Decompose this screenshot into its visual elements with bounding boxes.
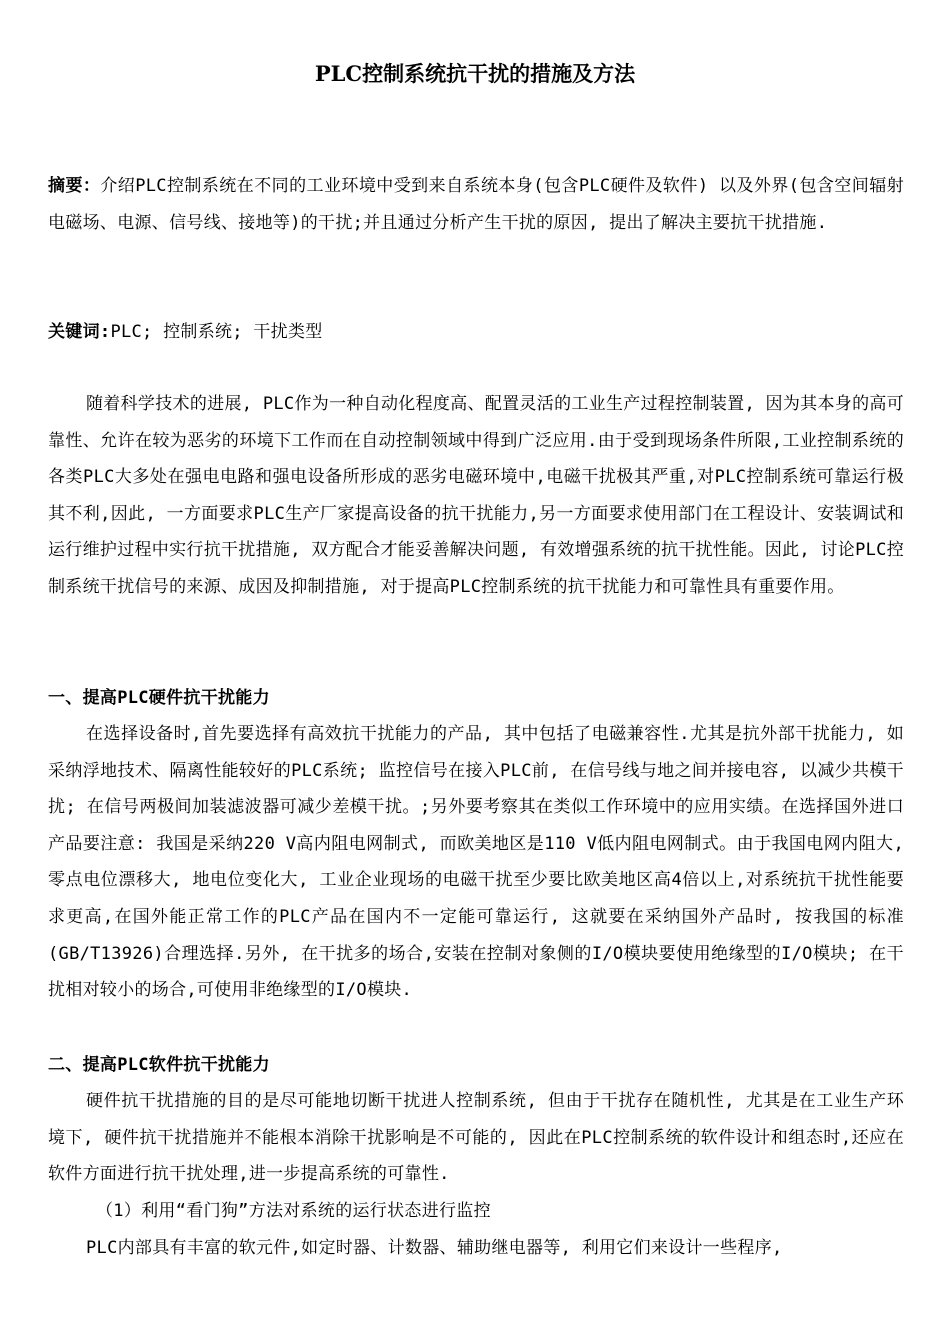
section2-paragraph: 硬件抗干扰措施的目的是尽可能地切断干扰进人控制系统, 但由于干扰存在随机性, 尤其是在工业生产环境下, 硬件抗干扰措施并不能根本消除干扰影响是不可能的, 因此在PLC控制系统的软件设计和组态时,还应在软件方面进行抗干扰处理,进一步提高系统的可靠性. <box>48 1091 904 1185</box>
section1-paragraph: 在选择设备时,首先要选择有高效抗干扰能力的产品, 其中包括了电磁兼容性.尤其是抗外部干扰能力, 如采纳浮地技术、隔离性能较好的PLC系统; 监控信号在接入PLC前, 在信号线与地之间并接电容, 以减少共模干扰; 在信号两极间加装滤波器可减少差模干扰。;另外要考察其在类似工作环境中的应用实绩。在选择国外进口产品要注意: 我国是采纳220 V高内阻电网制式, 而欧美地区是110 V低内阻电网制式。由于我国电网内阻大, 零点电位漂移大, 地电位变化大, 工业企业现场的电磁干扰至少要比欧美地区高4倍以上,对系统抗干扰性能要求更高,在国外能正常工作的PLC产品在国内不一定能可靠运行, 这就要在采纳国外产品时, 按我国的标准 (GB/T13926)合理选择.另外, 在干扰多的场合,安装在控制对象侧的I/O模块要使用绝缘型的I/O模块; 在干扰相对较小的场合,可使用非绝缘型的I/O模块. <box>48 724 904 1001</box>
intro-paragraph: 随着科学技术的进展, PLC作为一种自动化程度高、配置灵活的工业生产过程控制装置, 因为其本身的高可靠性、允许在较为恶劣的环境下工作而在自动控制领域中得到广泛应用.由于受到现场条件所限,工业控制系统的各类PLC大多处在强电电路和强电设备所形成的恶劣电磁环境中,电磁干扰极其严重,对PLC控制系统可靠运行极其不利,因此, 一方面要求PLC生产厂家提高设备的抗干扰能力,另一方面要求使用部门在工程设计、安装调试和运行维护过程中实行抗干扰措施, 双方配合才能妥善解决问题, 有效增强系统的抗干扰性能。因此, 讨论PLC控制系统干扰信号的来源、成因及抑制措施, 对于提高PLC控制系统的抗干扰能力和可靠性具有重要作用。 <box>48 394 905 597</box>
abstract-label: 摘要： <box>48 176 101 196</box>
section1-heading: 一、提高PLC硬件抗干扰能力 <box>48 688 270 708</box>
abstract-text: 介绍PLC控制系统在不同的工业环境中受到来自系统本身(包含PLC硬件及软件) 以及外界(包含空间辐射电磁场、电源、信号线、接地等)的干扰;并且通过分析产生干扰的原因, 提出了解决主要抗干扰措施. <box>48 176 904 233</box>
section2-subheading: （1）利用“看门狗”方法对系统的运行状态进行监控 <box>96 1201 491 1221</box>
section2-sub-paragraph: PLC内部具有丰富的软元件,如定时器、计数器、辅助继电器等, 利用它们来设计一些程序, <box>86 1238 783 1258</box>
keywords-label: 关键词: <box>48 322 111 342</box>
document-title: PLC控制系统抗干扰的措施及方法 <box>314 61 636 86</box>
abstract <box>48 168 904 241</box>
keywords-text: PLC; 控制系统; 干扰类型 <box>110 322 323 342</box>
section2-heading: 二、提高PLC软件抗干扰能力 <box>48 1055 270 1075</box>
keywords <box>48 314 904 351</box>
